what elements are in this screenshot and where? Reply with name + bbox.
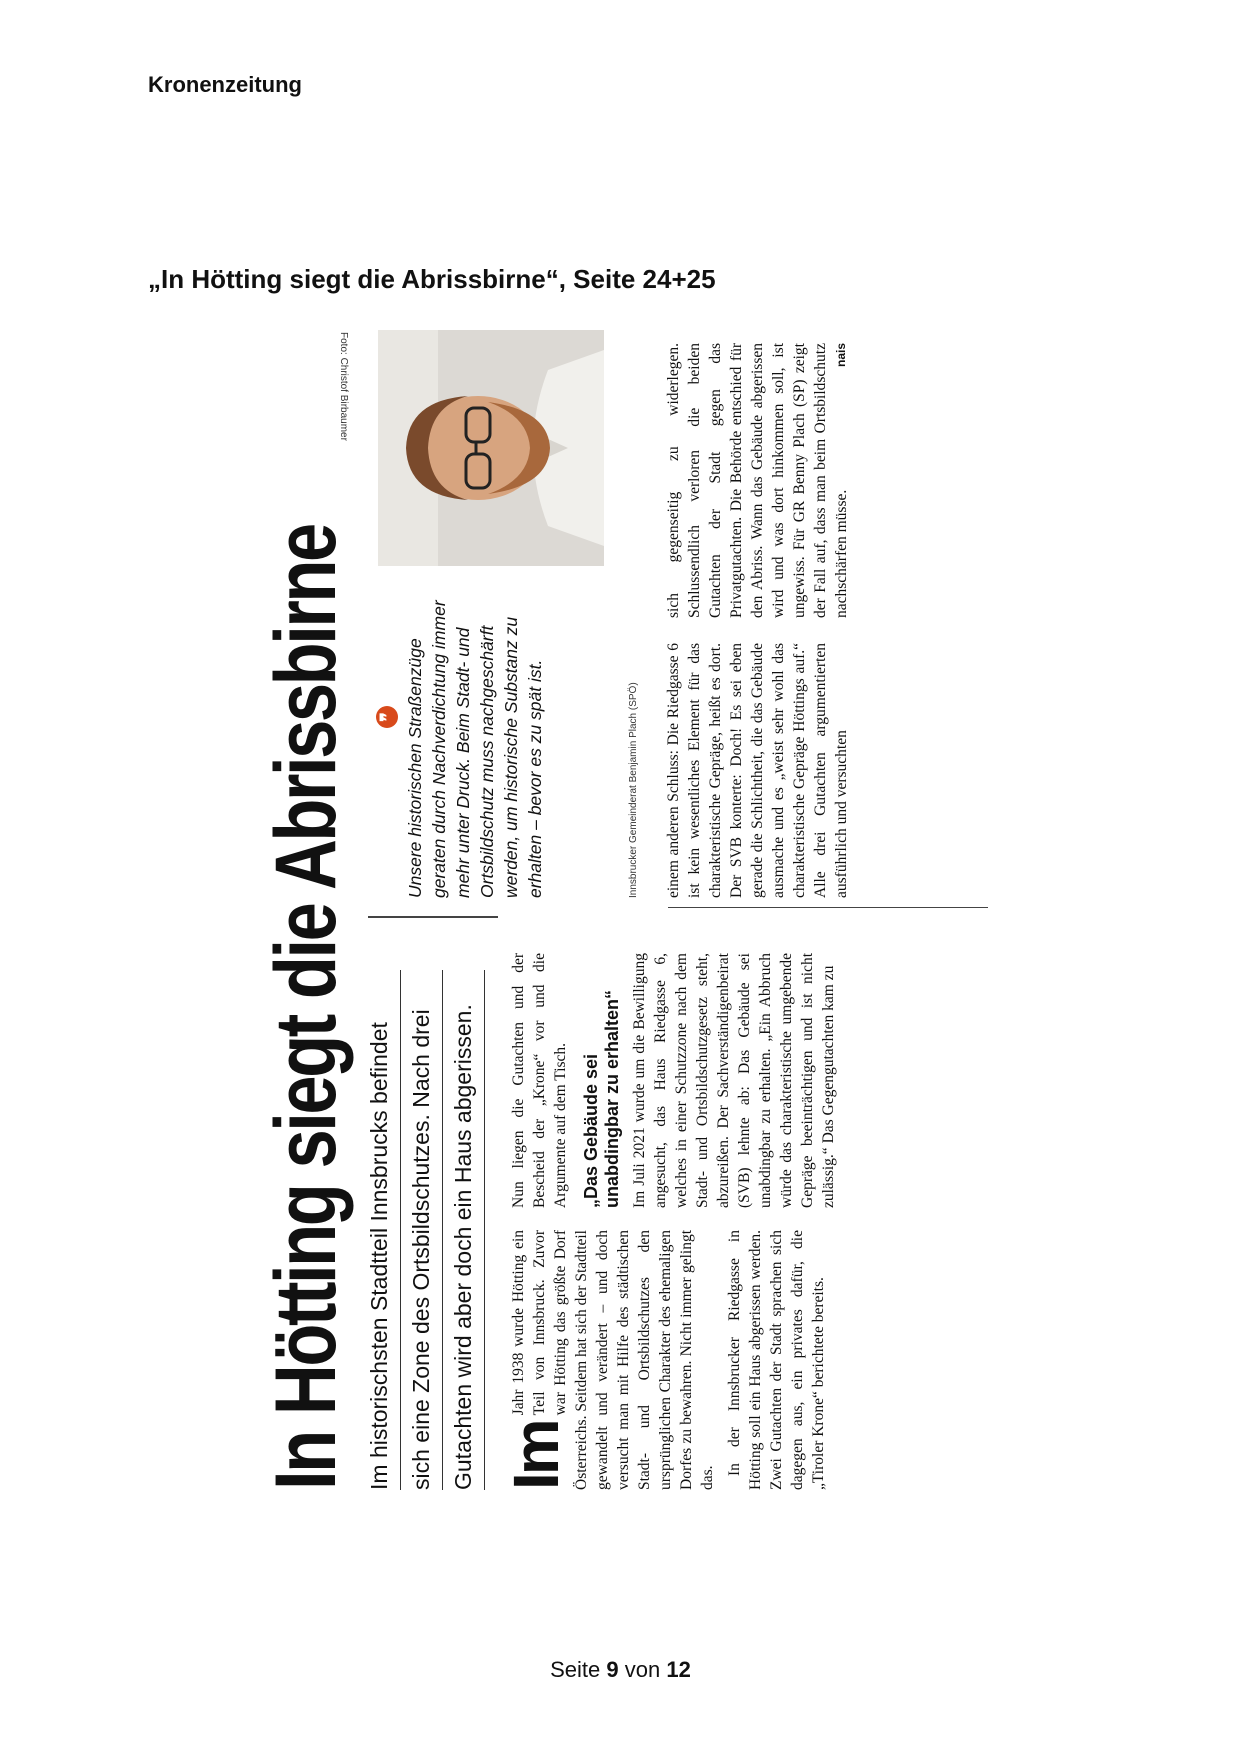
document-title: „In Hötting siegt die Abrissbirne“, Seite 24+25 bbox=[148, 264, 716, 294]
subhead-line: Gutachten wird aber doch ein Haus abgerissen. bbox=[446, 970, 485, 1490]
article bbox=[258, 322, 998, 1498]
footer-prefix: Seite bbox=[550, 1657, 601, 1682]
footer-middle: von bbox=[624, 1657, 661, 1682]
paragraph bbox=[500, 1230, 718, 1490]
article-column-2 bbox=[508, 953, 845, 1208]
column-divider bbox=[368, 916, 498, 918]
article-column-1 bbox=[500, 1230, 835, 1490]
dropcap: Im bbox=[500, 1421, 572, 1490]
portrait-illustration bbox=[378, 330, 604, 566]
paragraph: Im Juli 2021 wurde um die Bewilligung angesucht, das Haus Riedgasse 6, welches in einer Schutzzone nach dem Stadt- und Ortsbildschutzgesetz steht, abzureißen. Der Sachverständigenbeirat (SVB) lehnte ab: Das Gebäude sei unabdingbar zu erhalten. „Ein Abbruch würde das charakteristische umgebende Gepräge beeinträchtigen und ist nicht zulässig.“ Das Gegengutachten kam zu bbox=[631, 953, 837, 1208]
portrait-photo bbox=[378, 330, 604, 566]
paragraph: Nun liegen die Gutachten und der Bescheid der „Krone“ vor und die Argumente auf dem Tisch. bbox=[510, 953, 569, 1208]
column-divider bbox=[668, 907, 988, 908]
author-initials: nais bbox=[834, 343, 848, 368]
quote-mark-icon: ❞ bbox=[376, 706, 398, 728]
article-subhead bbox=[362, 970, 488, 1490]
newspaper-clipping bbox=[258, 322, 998, 1498]
photo-credit: Foto: Christof Birbaumer bbox=[338, 332, 349, 441]
paragraph: In der Innsbrucker Riedgasse in Hötting soll ein Haus abgerissen werden. Zwei Gutachten der Stadt sprachen sich dagegen aus, ein privates dafür, die „Tiroler Krone“ berichtete bereits. bbox=[726, 1230, 827, 1490]
paragraph-text: Jahr 1938 wurde Hötting ein Teil von Innsbruck. Zuvor war Hötting das größte Dorf Österreichs. Seitdem hat sich der Stadtteil gewandelt und verändert – und doch versucht man mit Hilfe des städtischen Stadt- und Ortsbildschutzes den ursprünglichen Charakter des ehemaligen Dorfes zu bewahren. Nicht immer gelingt das. bbox=[510, 1230, 716, 1490]
footer-page-number: 9 bbox=[606, 1657, 619, 1682]
article-headline: In Hötting siegt die Abrissbirne bbox=[258, 525, 354, 1490]
article-column-3 bbox=[663, 643, 858, 898]
subhead-line: Im historischsten Stadtteil Innsbrucks befindet bbox=[362, 970, 401, 1490]
paragraph: einem anderen Schluss: Die Riedgasse 6 ist kein wesentliches Element für das charakteristische Gepräge, heißt es dort. Der SVB konterte: Doch! Es sei eben gerade die Schlichtheit, die das Gebäude ausmache und es „weist sehr wohl das charakteristische Gepräge Höttings auf.“ Alle drei Gutachten argumentierten ausführlich und versuchten bbox=[665, 643, 850, 898]
page-footer bbox=[0, 1657, 1241, 1683]
footer-page-total: 12 bbox=[666, 1657, 691, 1682]
source-label: Kronenzeitung bbox=[148, 72, 302, 97]
paragraph bbox=[663, 343, 852, 618]
quote-credit: Innsbrucker Gemeinderat Benjamin Plach (SPÖ) bbox=[628, 682, 639, 898]
article-column-4 bbox=[663, 343, 858, 618]
paragraph-text: sich gegenseitig zu widerlegen. Schlussendlich verloren die beiden Gutachten der Stadt gegen das Privatgutachten. Die Behörde entschied für den Abriss. Wann das Gebäude abgerissen wird und was dort hinkommen soll, ist ungewiss. Für GR Benny Plach (SP) zeigt der Fall auf, dass man beim Ortsbildschutz nachschärfen müsse. bbox=[665, 343, 850, 618]
subhead-line: sich eine Zone des Ortsbildschutzes. Nach drei bbox=[404, 970, 443, 1490]
interheadline: „Das Gebäude sei unabdingbar zu erhalten“ bbox=[581, 989, 622, 1208]
pull-quote: Unsere historischen Straßenzüge geraten durch Nachverdichtung immer mehr unter Druck. Beim Stadt- und Ortsbildschutz muss nachgeschärft werden, um historische Substanz zu erhalten – bevor es zu spät ist. bbox=[405, 600, 545, 898]
